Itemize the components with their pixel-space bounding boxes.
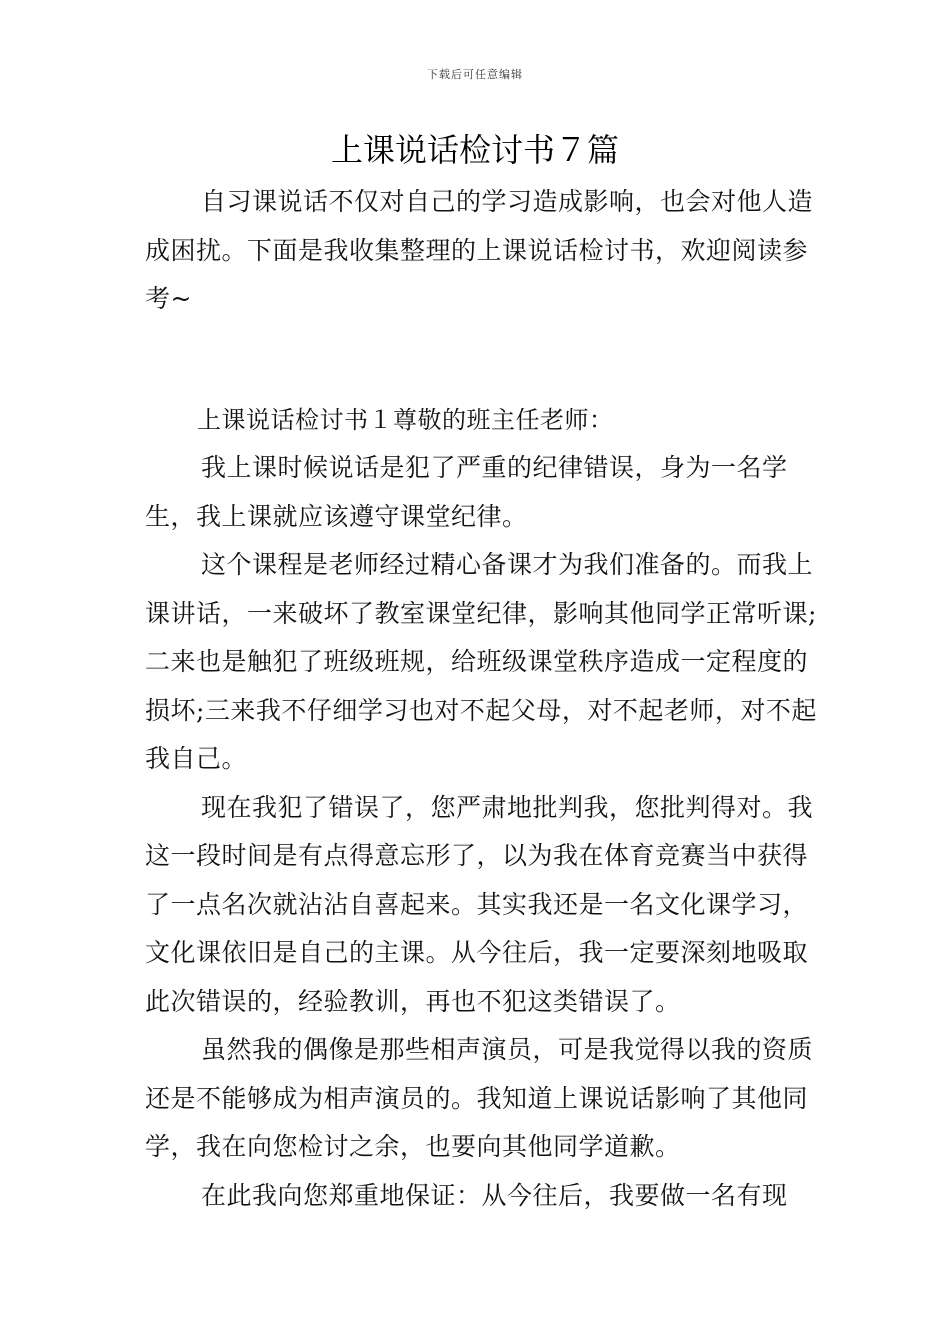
intro-paragraph: 自习课说话不仅对自己的学习造成影响，也会对他人造成困扰。下面是我收集整理的上课说话检讨书，欢迎阅读参考~ — [145, 187, 814, 313]
document-title: 上课说话检讨书７篇 — [330, 131, 619, 169]
header-note: 下载后可任意编辑 — [427, 68, 523, 81]
body-paragraph: 我上课时候说话是犯了严重的纪律错误，身为一名学生，我上课就应该遵守课堂纪律。 — [145, 453, 788, 531]
body-paragraph: 这个课程是老师经过精心备课才为我们准备的。而我上课讲话，一来破坏了教室课堂纪律，影响其他同学正常听课;二来也是触犯了班级班规，给班级课堂秩序造成一定程度的损坏;三来我不仔细学习也对不起父母，对不起老师，对不起我自己。 — [145, 550, 817, 773]
body-paragraph: 现在我犯了错误了，您严肃地批判我，您批判得对。我这一段时间是有点得意忘形了，以为我在体育竞赛当中获得了一点名次就沾沾自喜起来。其实我还是一名文化课学习，文化课依旧是自己的主课。从今往后，我一定要深刻地吸取此次错误的，经验教训，再也不犯这类错误了。 — [145, 792, 814, 1016]
body-paragraph: 在此我向您郑重地保证：从今往后，我要做一名有现 — [201, 1180, 788, 1210]
section-spacer — [145, 324, 825, 396]
section-heading: 上课说话检讨书１尊敬的班主任老师： — [197, 405, 614, 434]
body-paragraph: 虽然我的偶像是那些相声演员，可是我觉得以我的资质还是不能够成为相声演员的。我知道上课说话影响了其他同学，我在向您检讨之余，也要向其他同学道歉。 — [145, 1035, 814, 1161]
document-body — [145, 178, 825, 1220]
